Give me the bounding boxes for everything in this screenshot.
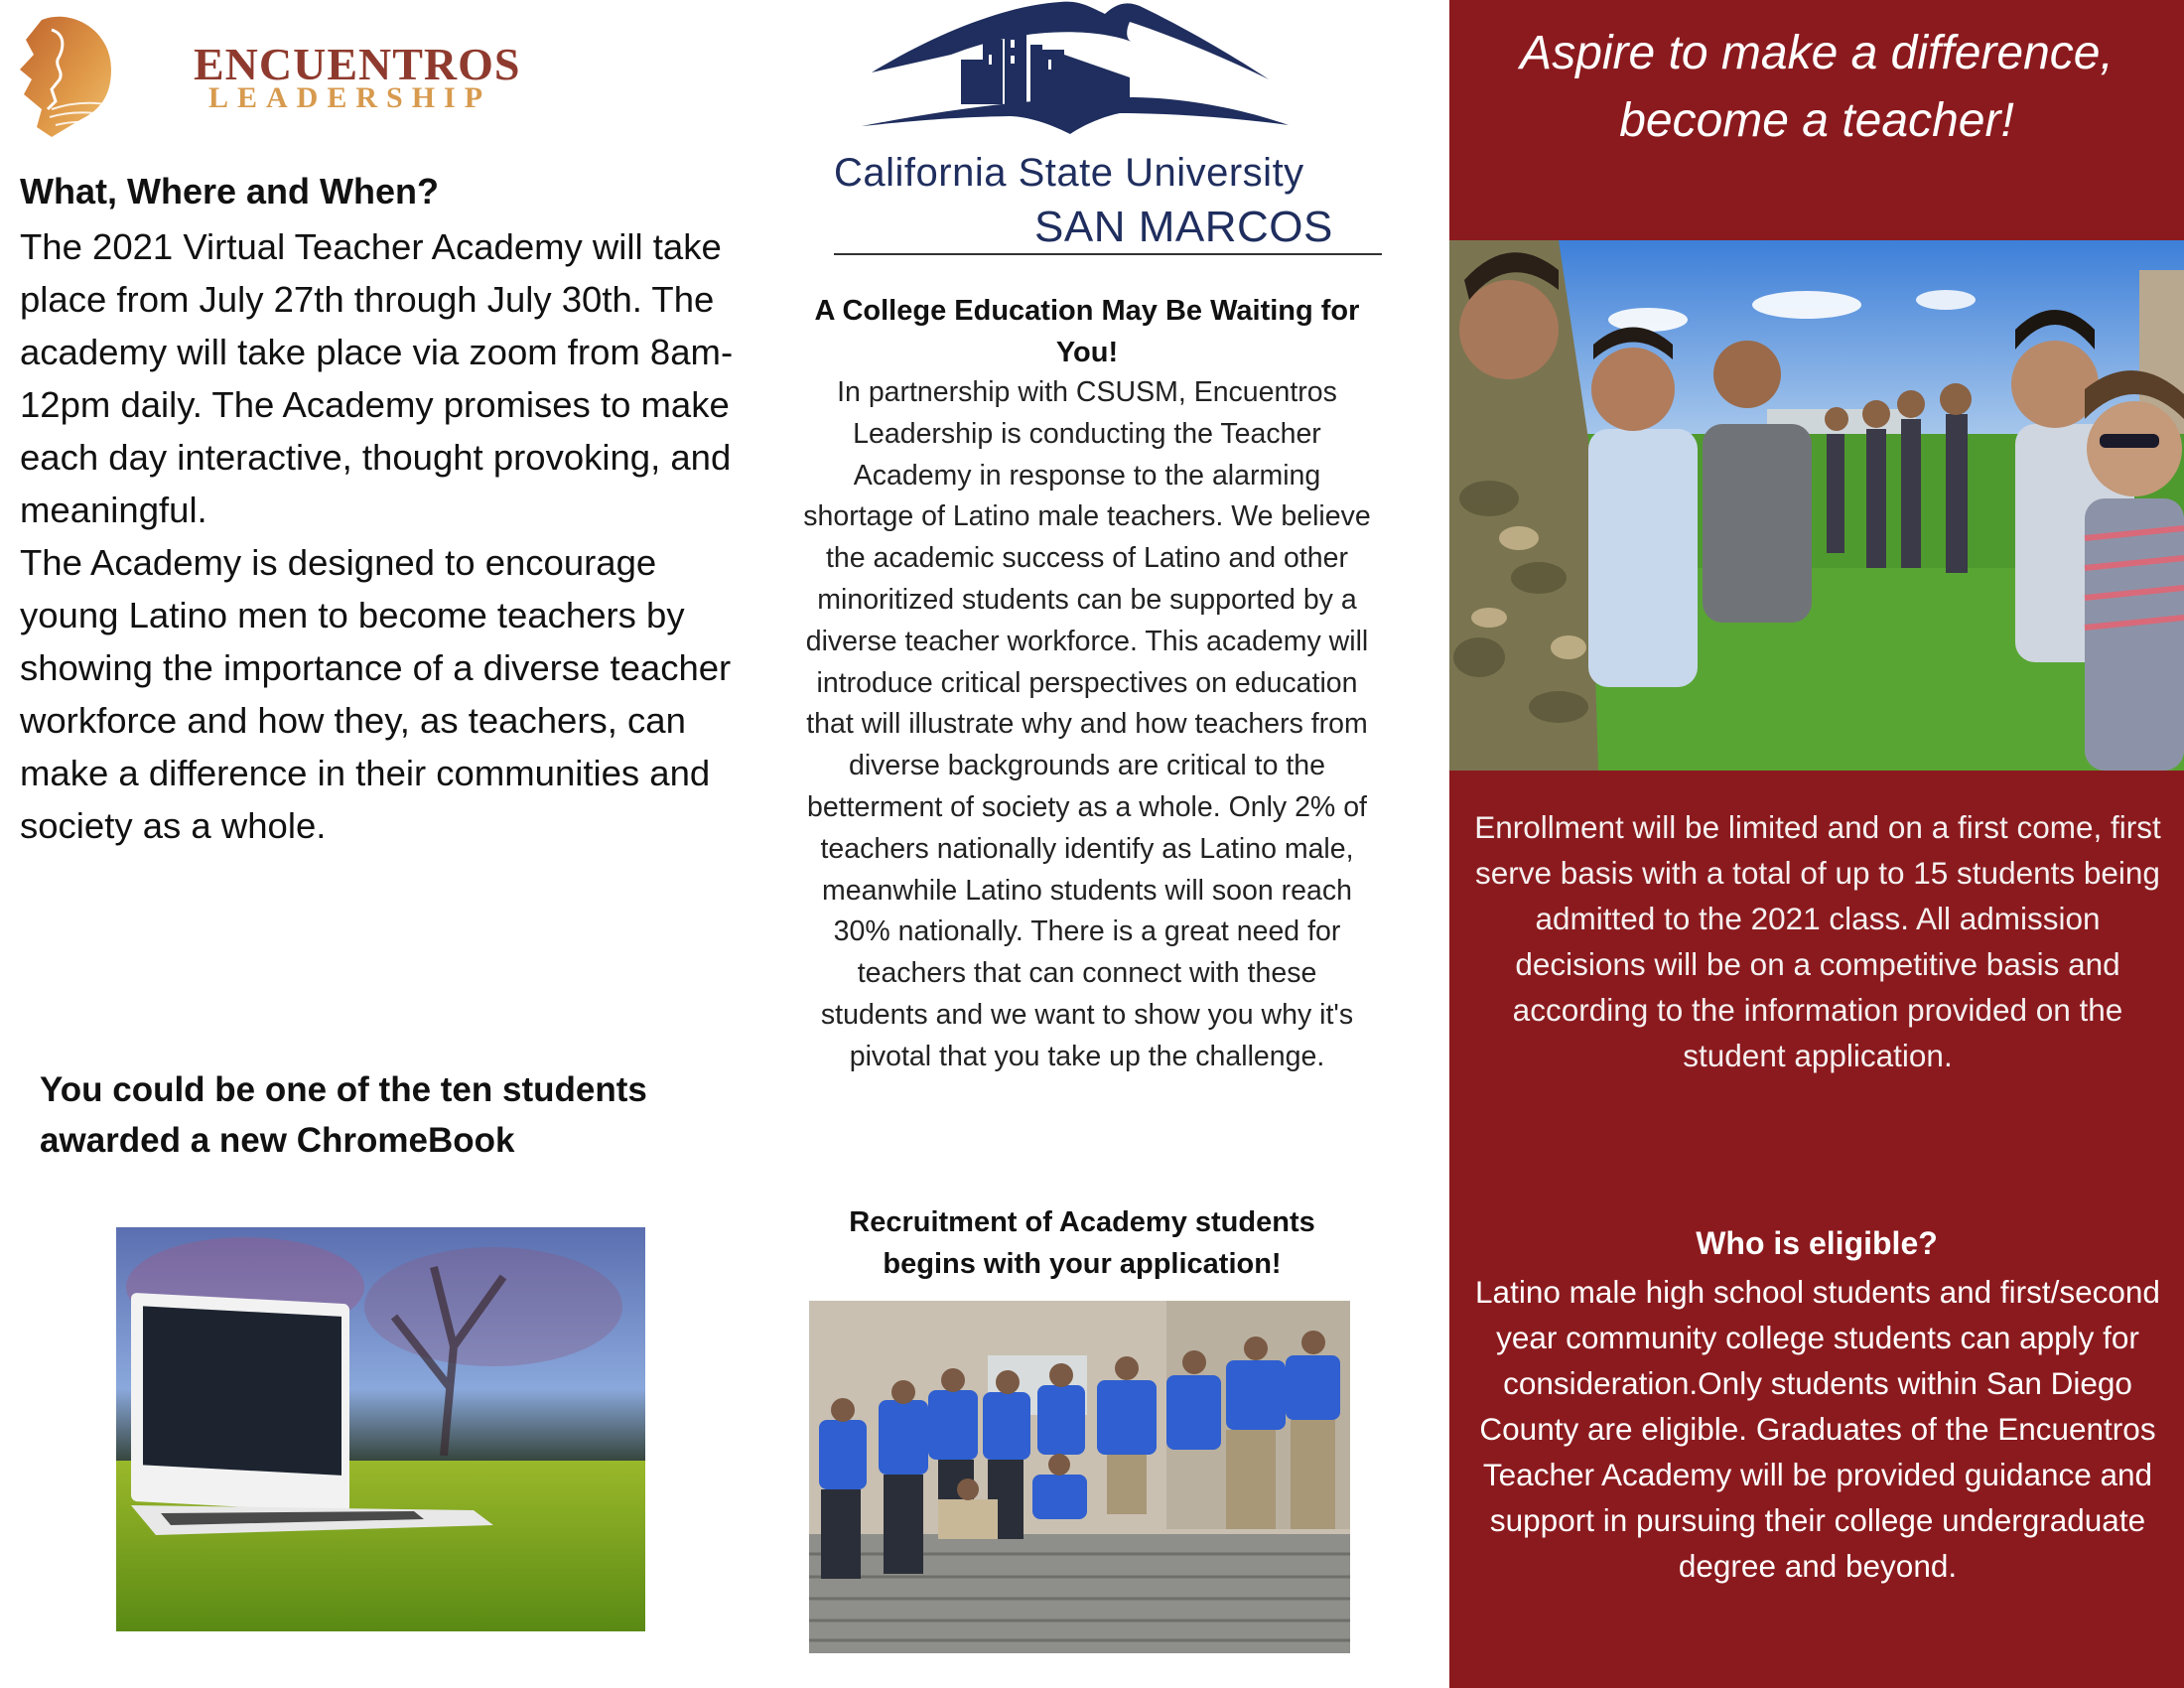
academy-details-text [20, 220, 754, 852]
aspire-tagline: Aspire to make a difference, become a teacher! [1520, 27, 2114, 147]
encuentros-logo-mark [12, 10, 116, 139]
enrollment-info: Enrollment will be limited and on a first come, first serve basis with a total of up to 15 students being admitted to the 2021 class. All admission decisions will be on a competitive basis and according to the information provided on the student application. [1474, 809, 2161, 1073]
laptop-on-grass-photo [116, 1227, 645, 1631]
csusm-logo-text: California State University [834, 151, 1304, 195]
what-where-when-heading: What, Where and When? [20, 171, 439, 211]
college-education-heading: A College Education May Be Waiting for You! [814, 295, 1360, 368]
students-activity-photo [1449, 240, 2184, 771]
recruitment-heading: Recruitment of Academy students begins with your application! [849, 1206, 1315, 1280]
san-marcos-logo-text: SAN MARCOS [1034, 203, 1333, 251]
eligibility-details: Latino male high school students and first/second year community college students can apply for consideration.Only students within San Diego County are eligible. Graduates of the Encuentros Teacher Academy will be provided guidance and support in pursuing their college undergraduate degree and beyond. [1475, 1274, 2160, 1584]
academy-group-photo [809, 1301, 1350, 1653]
partnership-description: In partnership with CSUSM, Encuentros Leadership is conducting the Teacher Academy in response to the alarming shortage of Latino male teachers. We believe the academic success of Latino and other minoritized students can be supported by a diverse teacher workforce. This academy will introduce critical perspectives on education that will illustrate why and how teachers from diverse backgrounds are critical to the betterment of society as a whole. Only 2% of teachers nationally identify as Latino male, meanwhile Latino students will soon reach 30% nationally. There is a great need for teachers that can connect with these students and we want to show you why it's pivotal that you take up the challenge. [803, 376, 1371, 1072]
logo-divider [834, 253, 1382, 255]
academy-schedule-paragraph: The 2021 Virtual Teacher Academy will take place from July 27th through July 30th. The academy will take place via zoom from 8am-12pm daily. The Academy promises to make each day interactive, thought provoking, and meaningful. [20, 226, 734, 530]
who-is-eligible-heading: Who is eligible? [1696, 1225, 1938, 1261]
chromebook-callout: You could be one of the ten students awarded a new ChromeBook [40, 1070, 647, 1160]
encuentros-logo-text: ENCUENTROS [194, 39, 521, 89]
academy-purpose-paragraph: The Academy is designed to encourage young Latino men to become teachers by showing the importance of a diverse teacher workforce and how they, as teachers, can make a difference in their communities and society as a whole. [20, 542, 732, 846]
leadership-logo-text: LEADERSHIP [208, 81, 492, 114]
